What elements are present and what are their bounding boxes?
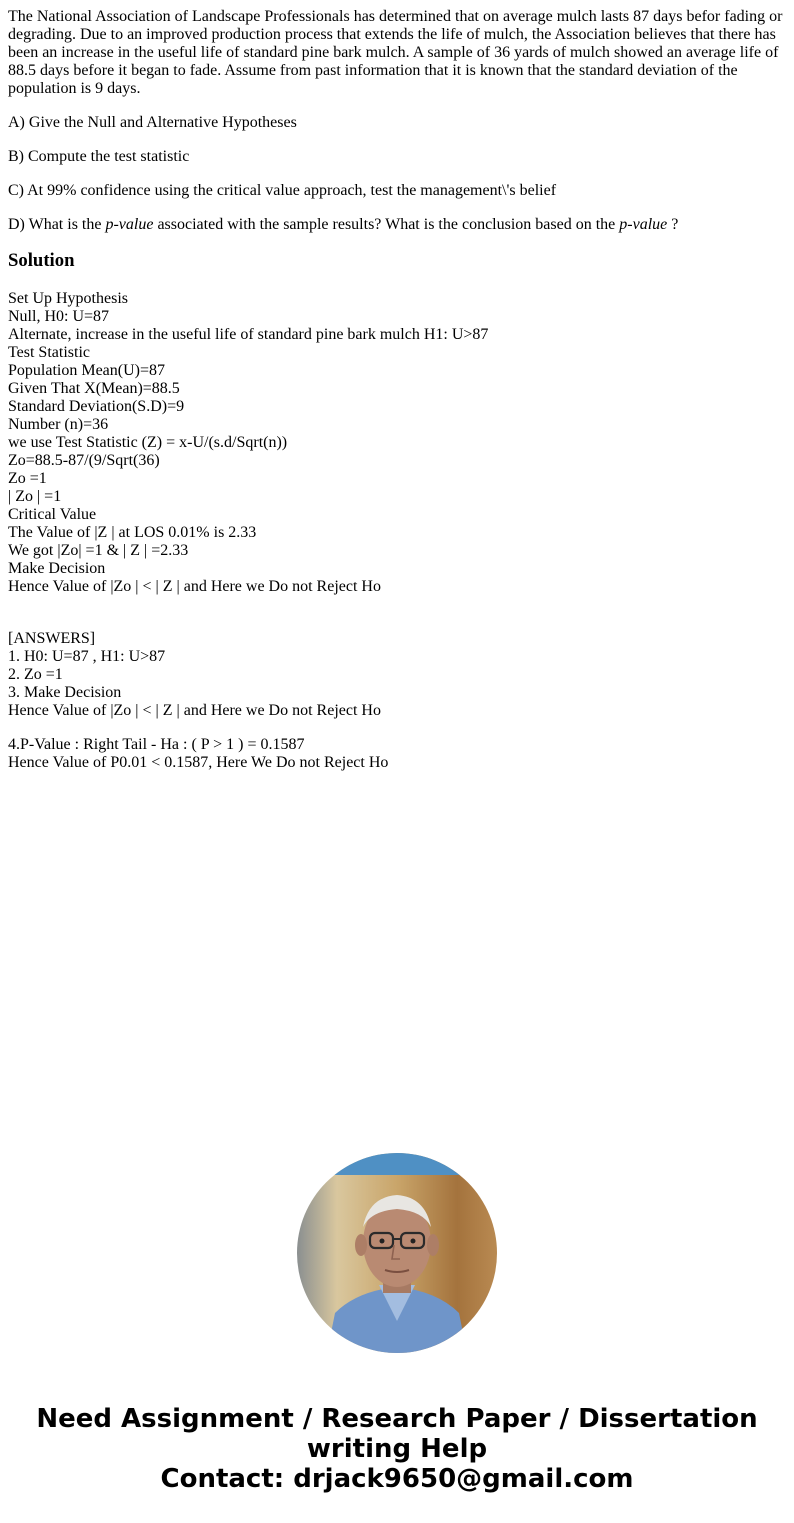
solution-line: Number (n)=36 — [8, 416, 109, 433]
question-part-d — [8, 216, 786, 234]
footer-contact: Contact: drjack9650@gmail.com — [160, 1464, 634, 1494]
answers-line: 2. Zo =1 — [8, 666, 63, 683]
solution-line: Population Mean(U)=87 — [8, 362, 165, 379]
solution-line: Zo =1 — [8, 470, 47, 487]
document-content — [8, 8, 786, 772]
solution-line: Alternate, increase in the useful life of standard pine bark mulch H1: U>87 — [8, 326, 489, 343]
solution-line: Standard Deviation(S.D)=9 — [8, 398, 185, 415]
solution-line: Set Up Hypothesis — [8, 290, 128, 307]
part-d-text-middle: associated with the sample results? What is the conclusion based on the — [153, 216, 620, 233]
question-intro: The National Association of Landscape Professionals has determined that on average mulch lasts 87 days befor fading or degrading. Due to an improved production process that extends the life of mulch, the Association believes that there has been an increase in the useful life of standard pine bark mulch. A sample of 36 yards of mulch showed an average life of 88.5 days before it began to fade. Assume from past information that it is known that the standard deviation of the population is 9 days. — [8, 8, 783, 97]
solution-line: we use Test Statistic (Z) = x-U/(s.d/Sqrt(n)) — [8, 434, 288, 451]
answers-line: Hence Value of |Zo | < | Z | and Here we Do not Reject Ho — [8, 702, 381, 719]
question-part-c: C) At 99% confidence using the critical value approach, test the management\'s belief — [8, 182, 557, 199]
question-part-a: A) Give the Null and Alternative Hypotheses — [8, 114, 297, 131]
answers-line: 3. Make Decision — [8, 684, 122, 701]
answers-block — [8, 630, 786, 720]
part-d-pvalue-term-1: p-value — [105, 216, 154, 233]
solution-line: The Value of |Z | at LOS 0.01% is 2.33 — [8, 524, 257, 541]
solution-line: Zo=88.5-87/(9/Sqrt(36) — [8, 452, 160, 469]
footer-line-1: Need Assignment / Research Paper / Dissertation — [36, 1404, 758, 1434]
pvalue-block — [8, 736, 786, 772]
solution-line: We got |Zo| =1 & | Z | =2.33 — [8, 542, 189, 559]
solution-line: Make Decision — [8, 560, 106, 577]
pvalue-line: Hence Value of P0.01 < 0.1587, Here We Do not Reject Ho — [8, 754, 389, 771]
part-d-text-end: ? — [667, 216, 679, 233]
footer-line-2: writing Help — [306, 1434, 488, 1464]
part-d-text-start: D) What is the — [8, 216, 106, 233]
pvalue-line: 4.P-Value : Right Tail - Ha : ( P > 1 ) = 0.1587 — [8, 736, 305, 753]
part-d-pvalue-term-2: p-value — [619, 216, 668, 233]
solution-steps — [8, 290, 786, 596]
solution-line: | Zo | =1 — [8, 488, 62, 505]
question-part-b: B) Compute the test statistic — [8, 148, 190, 165]
solution-line: Given That X(Mean)=88.5 — [8, 380, 180, 397]
answers-line: 1. H0: U=87 , H1: U>87 — [8, 648, 166, 665]
spacer — [8, 596, 786, 630]
solution-line: Null, H0: U=87 — [8, 308, 110, 325]
solution-line: Hence Value of |Zo | < | Z | and Here we Do not Reject Ho — [8, 578, 381, 595]
footer-promo — [0, 1404, 794, 1494]
solution-heading: Solution — [8, 250, 75, 271]
solution-line: Critical Value — [8, 506, 97, 523]
answers-line: [ANSWERS] — [8, 630, 96, 647]
tutor-avatar — [297, 1153, 497, 1353]
tutor-portrait-image — [297, 1153, 497, 1353]
solution-line: Test Statistic — [8, 344, 90, 361]
